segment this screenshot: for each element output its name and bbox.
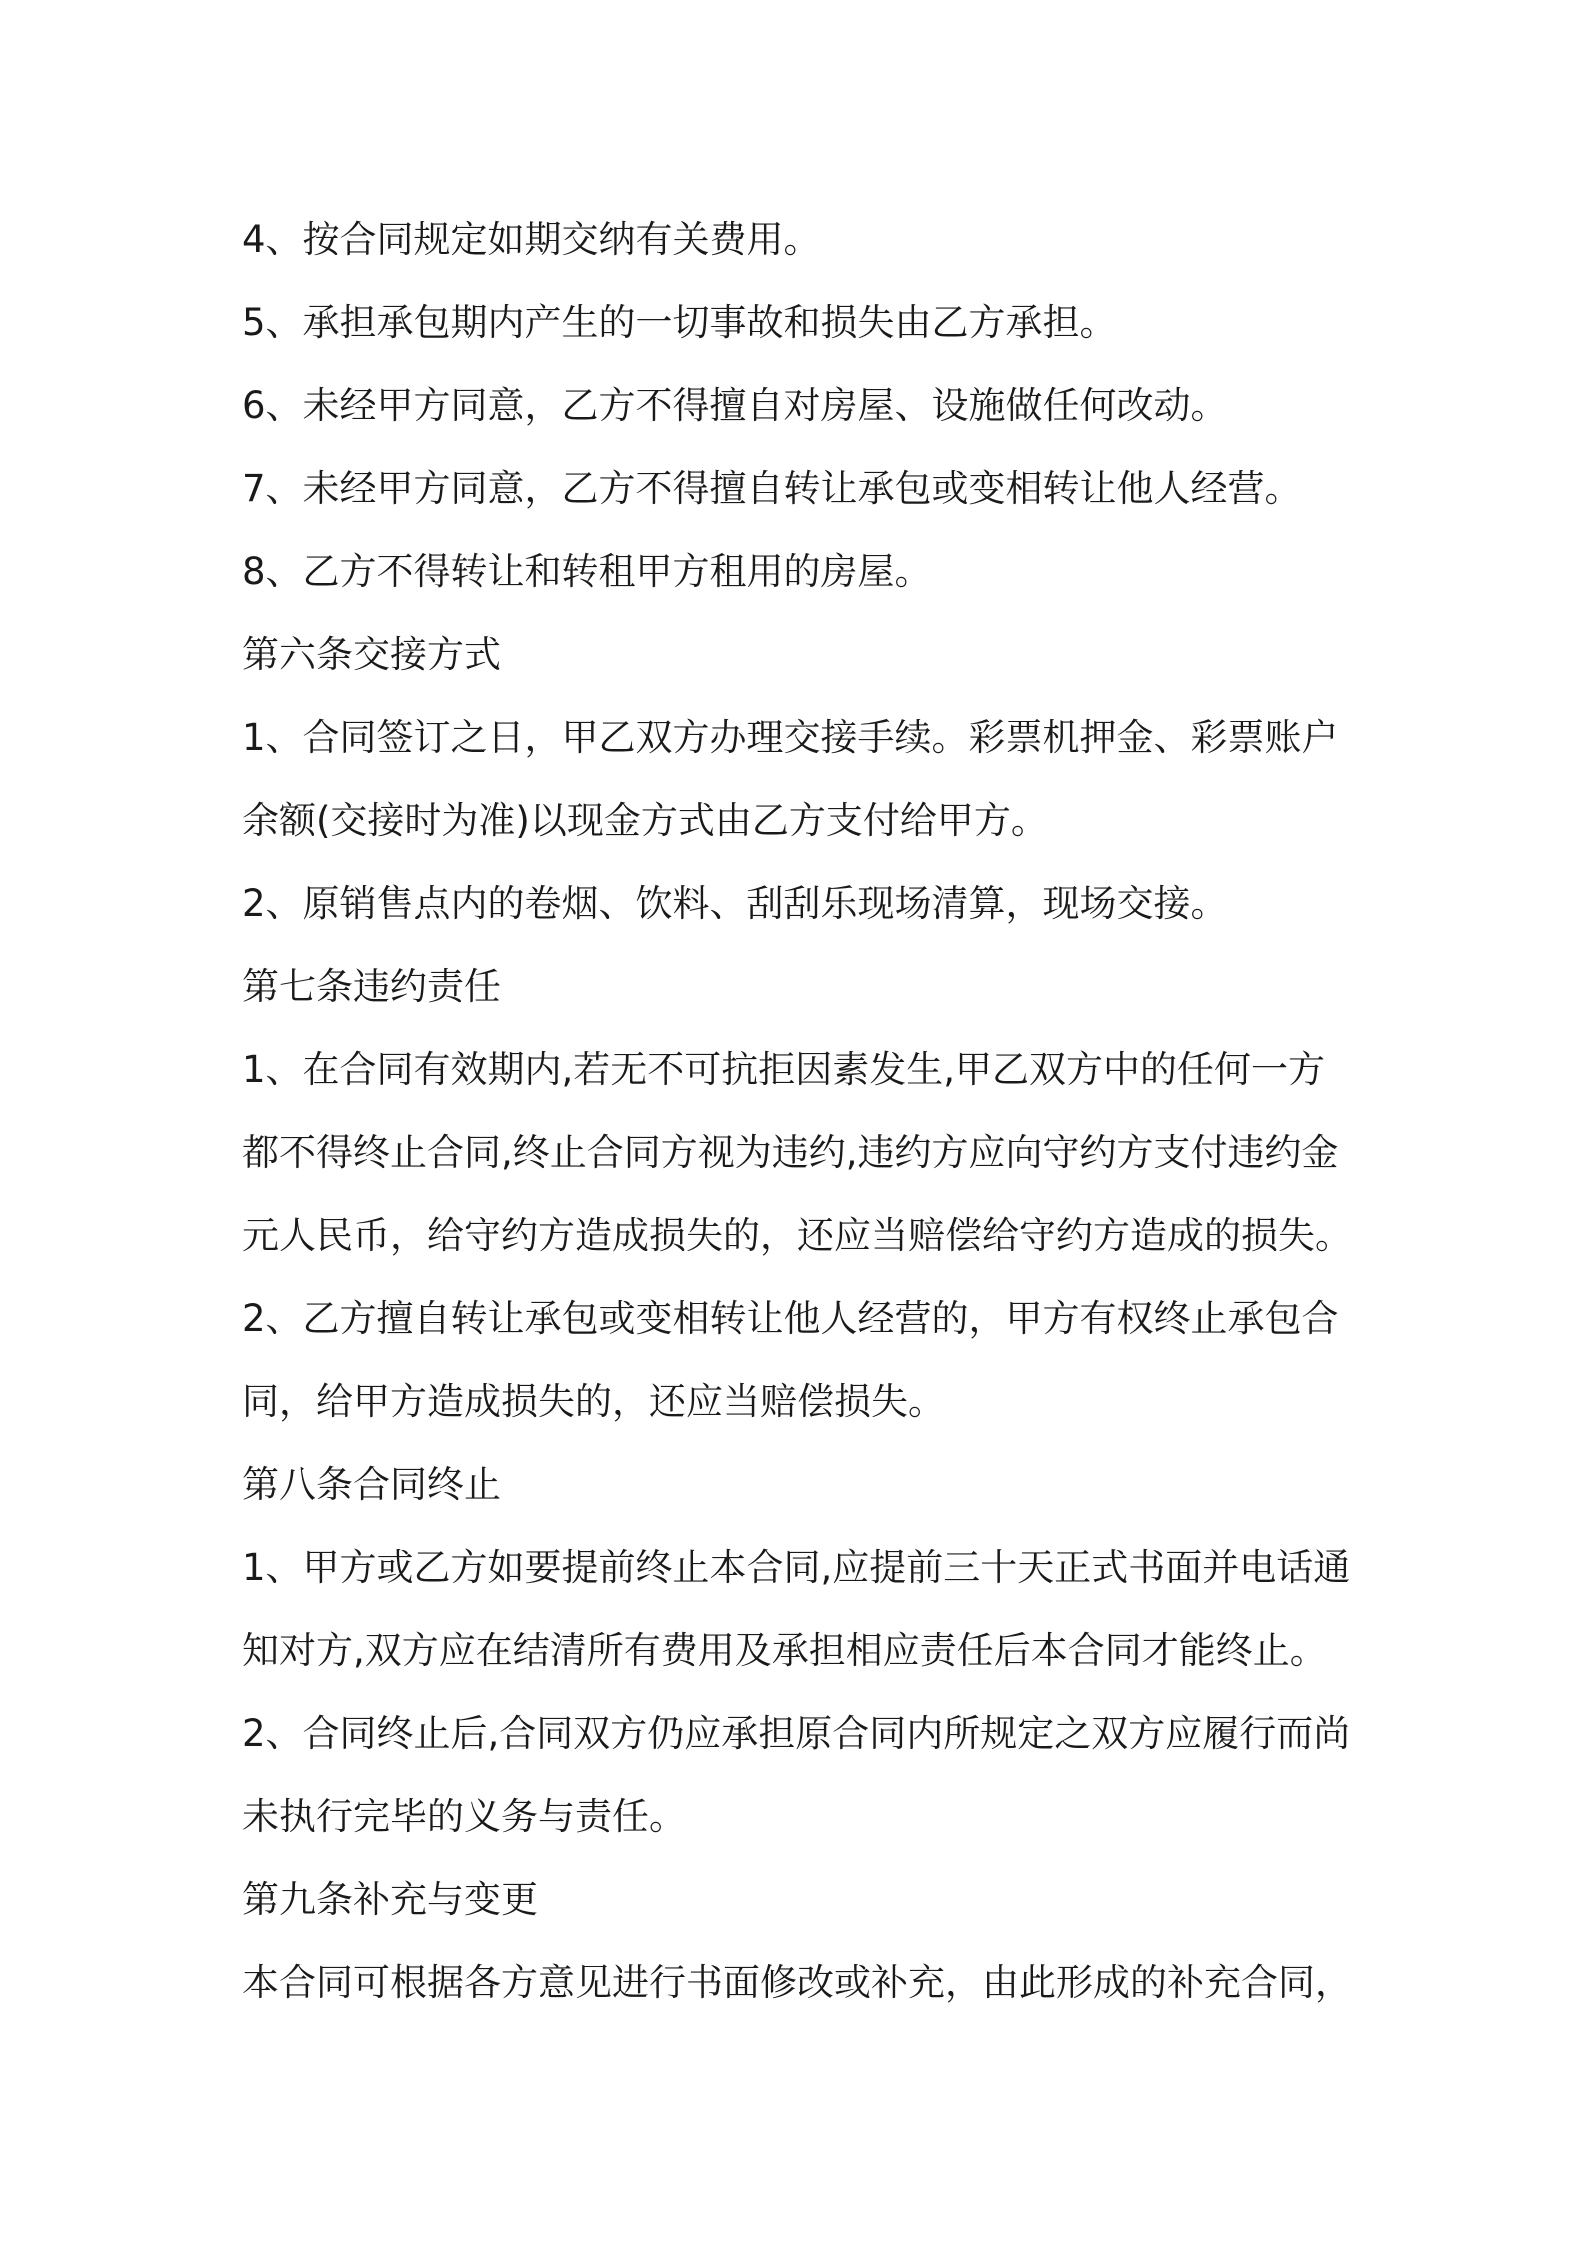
article-8-item-1-line-1: 1、甲方或乙方如要提前终止本合同,应提前三十天正式书面并电话通 bbox=[242, 1546, 1351, 1589]
article-8-item-2-line-1: 2、合同终止后,合同双方仍应承担原合同内所规定之双方应履行而尚 bbox=[242, 1712, 1351, 1755]
article-7-item-2-line-2: 同，给甲方造成损失的，还应当赔偿损失。 bbox=[242, 1380, 945, 1423]
article-8-heading: 第八条合同终止 bbox=[242, 1463, 501, 1506]
clause-8-no-sublease: 8、乙方不得转让和转租甲方租用的房屋。 bbox=[242, 550, 932, 593]
article-7-item-2-line-1: 2、乙方擅自转让承包或变相转让他人经营的，甲方有权终止承包合 bbox=[242, 1297, 1339, 1340]
article-7-heading: 第七条违约责任 bbox=[242, 965, 501, 1008]
contract-text bbox=[242, 198, 1362, 2024]
article-7-item-1-line-3: 元人民币，给守约方造成损失的，还应当赔偿给守约方造成的损失。 bbox=[242, 1214, 1352, 1257]
article-7-item-1-line-1: 1、在合同有效期内,若无不可抗拒因素发生,甲乙双方中的任何一方 bbox=[242, 1048, 1326, 1091]
clause-6-no-modification: 6、未经甲方同意，乙方不得擅自对房屋、设施做任何改动。 bbox=[242, 384, 1228, 427]
article-9-paragraph-line-1: 本合同可根据各方意见进行书面修改或补充，由此形成的补充合同， bbox=[242, 1961, 1352, 2004]
article-9-heading: 第九条补充与变更 bbox=[242, 1878, 538, 1921]
article-8-item-1-line-2: 知对方,双方应在结清所有费用及承担相应责任后本合同才能终止。 bbox=[242, 1629, 1327, 1672]
article-8-item-2-line-2: 未执行完毕的义务与责任。 bbox=[242, 1795, 686, 1838]
article-6-heading: 第六条交接方式 bbox=[242, 633, 501, 676]
article-6-item-1-line-1: 1、合同签订之日，甲乙双方办理交接手续。彩票机押金、彩票账户 bbox=[242, 716, 1339, 759]
article-7-item-1-line-2: 都不得终止合同,终止合同方视为违约,违约方应向守约方支付违约金 bbox=[242, 1131, 1339, 1174]
article-6-item-1-line-2: 余额(交接时为准)以现金方式由乙方支付给甲方。 bbox=[242, 799, 1048, 842]
clause-5-liability: 5、承担承包期内产生的一切事故和损失由乙方承担。 bbox=[242, 301, 1117, 344]
article-6-item-2: 2、原销售点内的卷烟、饮料、刮刮乐现场清算，现场交接。 bbox=[242, 882, 1228, 925]
clause-4-fees: 4、按合同规定如期交纳有关费用。 bbox=[242, 218, 821, 261]
clause-7-no-transfer: 7、未经甲方同意，乙方不得擅自转让承包或变相转让他人经营。 bbox=[242, 467, 1302, 510]
